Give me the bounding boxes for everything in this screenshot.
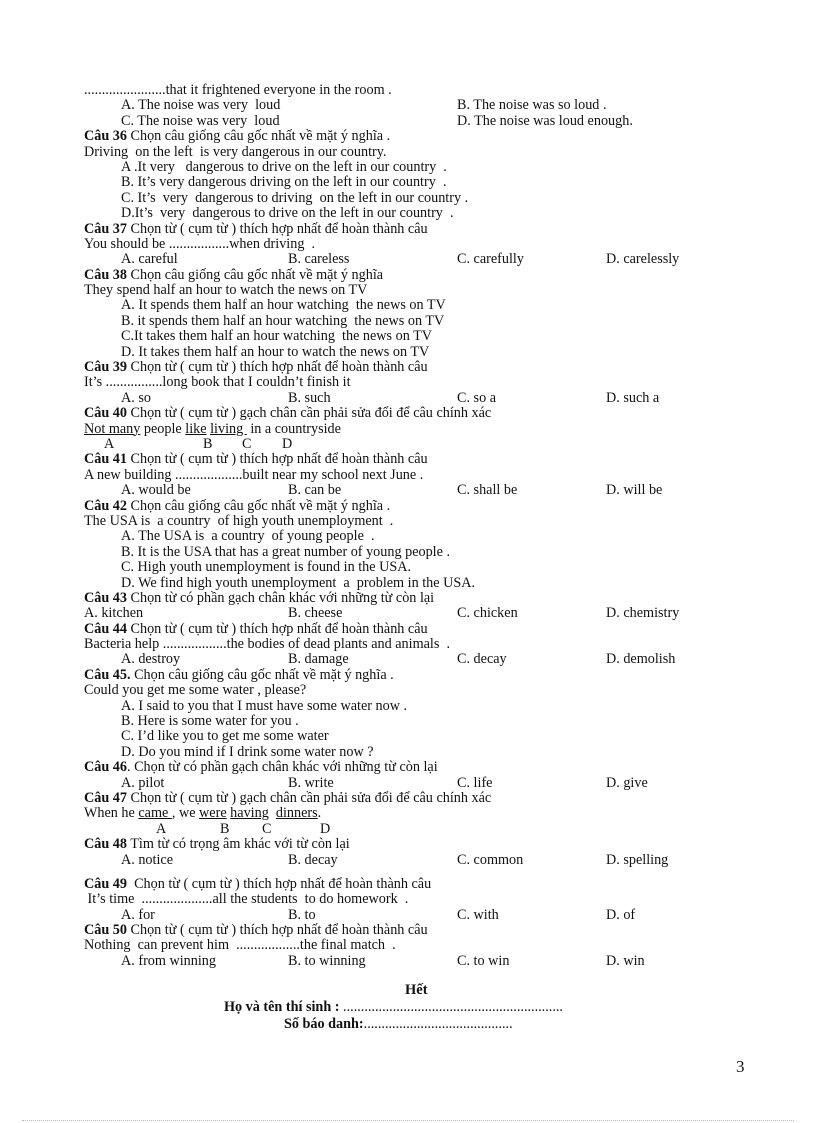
q48-header	[84, 837, 724, 852]
q38-option-b[interactable]: B. it spends them half an hour watching the news on TV	[121, 312, 445, 329]
q36-header	[84, 129, 724, 144]
q40-label: Câu 40	[84, 405, 127, 422]
q48-instruction: Tìm từ có trọng âm khác với từ còn lại	[126, 836, 350, 853]
q37-header	[84, 222, 724, 237]
q42-option-c[interactable]: C. High youth unemployment is found in the USA.	[121, 559, 412, 576]
q39-stem: It’s ................long book that I couldn’t finish it	[84, 374, 351, 391]
q37-options	[84, 252, 724, 267]
q46-options	[84, 776, 724, 791]
q44-option-a[interactable]: A. destroy	[121, 651, 181, 668]
q39-option-a[interactable]: A. so	[121, 389, 151, 406]
q47-space-2	[269, 805, 276, 821]
q36-stem: Driving on the left is very dangerous in our country.	[84, 143, 387, 160]
q40-underlined-c[interactable]: living	[210, 420, 247, 437]
q44-label: Câu 44	[84, 620, 127, 637]
q48-option-d[interactable]: D. spelling	[606, 851, 669, 868]
q39-label: Câu 39	[84, 359, 127, 376]
q41-stem: A new building ...................built near my school next June .	[84, 466, 424, 483]
q36-instruction: Chọn câu giống câu gốc nhất về mặt ý nghĩa .	[126, 128, 391, 145]
candidate-name-dots[interactable]: ..............................................................	[339, 999, 563, 1015]
q36-option-b[interactable]: B. It’s very dangerous driving on the left in our country .	[121, 174, 447, 191]
q42-option-d[interactable]: D. We find high youth unemployment a problem in the USA.	[121, 574, 476, 591]
q39-option-d[interactable]: D. such a	[606, 389, 660, 406]
q47-header	[84, 791, 724, 806]
q47-letters	[84, 822, 724, 837]
q36-option-a[interactable]: A .It very dangerous to drive on the left in our country .	[121, 158, 447, 175]
q47-letter-a: A	[156, 820, 167, 837]
q38-header	[84, 268, 724, 283]
q38-label: Câu 38	[84, 266, 127, 283]
q49-label: Câu 49	[84, 875, 127, 892]
q37-label: Câu 37	[84, 220, 127, 237]
q36-option-c[interactable]: C. It’s very dangerous to driving on the left in our country .	[121, 189, 469, 206]
q50-label: Câu 50	[84, 922, 127, 939]
q37-option-b[interactable]: B. careless	[288, 251, 350, 268]
q42-header	[84, 499, 724, 514]
q45-option-b[interactable]: B. Here is some water for you .	[121, 713, 299, 730]
q40-letter-b: B	[203, 435, 213, 452]
q47-underlined-d[interactable]: dinners	[275, 805, 318, 822]
q42-option-a[interactable]: A. The USA is a country of young people .	[121, 528, 375, 545]
q44-stem: Bacteria help ..................the bodies of dead plants and animals .	[84, 636, 451, 653]
q45-option-d[interactable]: D. Do you mind if I drink some water now ?	[121, 743, 374, 760]
q47-text: When he	[84, 805, 139, 822]
q47-letter-b: B	[220, 820, 230, 837]
q44-option-c[interactable]: C. decay	[457, 651, 507, 668]
q45-option-c[interactable]: C. I’d like you to get me some water	[121, 728, 329, 745]
q43-option-d[interactable]: D. chemistry	[606, 605, 680, 622]
q46-option-a[interactable]: A. pilot	[121, 774, 165, 791]
q40-underlined-b[interactable]: like	[185, 420, 207, 437]
q40-sentence	[84, 422, 724, 437]
q41-option-c[interactable]: C. shall be	[457, 482, 518, 499]
q35-option-a[interactable]: A. The noise was very loud	[121, 97, 281, 114]
q43-header	[84, 591, 724, 606]
q46-option-b[interactable]: B. write	[288, 774, 334, 791]
q42-label: Câu 42	[84, 497, 127, 514]
q43-instruction: Chọn từ có phần gạch chân khác với những từ còn lại	[126, 589, 435, 606]
q44-option-d[interactable]: D. demolish	[606, 651, 676, 668]
q41-instruction: Chọn từ ( cụm từ ) thích hợp nhất để hoàn thành câu	[126, 451, 428, 468]
q50-stem: Nothing can prevent him ..................the final match .	[84, 937, 396, 954]
q46-option-c[interactable]: C. life	[457, 774, 493, 791]
q48-option-b[interactable]: B. decay	[288, 851, 338, 868]
q35-option-b[interactable]: B. The noise was so loud .	[457, 97, 607, 114]
q48-option-a[interactable]: A. notice	[121, 851, 174, 868]
end-marker: Hết	[405, 982, 428, 998]
q44-options	[84, 652, 724, 667]
q44-instruction: Chọn từ ( cụm từ ) thích hợp nhất để hoàn thành câu	[126, 620, 428, 637]
q41-header	[84, 452, 724, 467]
q47-letter-d: D	[320, 820, 331, 837]
q49-option-a[interactable]: A. for	[121, 906, 155, 923]
q47-instruction: Chọn từ ( cụm từ ) gạch chân cần phải sửa đổi để câu chính xác	[126, 789, 492, 806]
candidate-number-dots[interactable]: ..........................................	[363, 1016, 513, 1032]
q42-stem: The USA is a country of high youth unemployment .	[84, 512, 394, 529]
q39-option-b[interactable]: B. such	[288, 389, 331, 406]
q47-label: Câu 47	[84, 789, 127, 806]
q47-letter-c: C	[262, 820, 272, 837]
q49-options	[84, 908, 724, 923]
q49-option-b[interactable]: B. to	[288, 906, 316, 923]
q41-label: Câu 41	[84, 451, 127, 468]
q48-option-c[interactable]: C. common	[457, 851, 524, 868]
q44-header	[84, 622, 724, 637]
page-number: 3	[736, 1057, 745, 1076]
q36-label: Câu 36	[84, 128, 127, 145]
q36-option-d[interactable]: D.It’s very dangerous to drive on the left in our country .	[121, 205, 454, 222]
q41-option-d[interactable]: D. will be	[606, 482, 663, 499]
q47-text-2: , we	[171, 805, 200, 822]
q35-option-c[interactable]: C. The noise was very loud	[121, 112, 280, 129]
q47-period: .	[317, 805, 322, 822]
q46-label: Câu 46	[84, 759, 127, 776]
q47-underlined-a[interactable]: came	[138, 805, 172, 822]
q40-text-end: in a countryside	[246, 420, 341, 437]
q50-instruction: Chọn từ ( cụm từ ) thích hợp nhất để hoàn thành câu	[126, 922, 428, 939]
q38-option-d[interactable]: D. It takes them half an hour to watch the news on TV	[121, 343, 430, 360]
q49-option-d[interactable]: D. of	[606, 906, 636, 923]
page-bottom-divider	[22, 1120, 794, 1121]
q45-instruction: Chọn câu giống câu gốc nhất về mặt ý nghĩa .	[130, 666, 394, 683]
q35-option-d[interactable]: D. The noise was loud enough.	[457, 112, 633, 129]
q37-stem: You should be .................when driving .	[84, 235, 316, 252]
q40-letter-c: C	[242, 435, 252, 452]
q43-label: Câu 43	[84, 589, 127, 606]
q45-option-a[interactable]: A. I said to you that I must have some water now .	[121, 697, 408, 714]
q46-instruction: . Chọn từ có phần gạch chân khác với những từ còn lại	[126, 759, 438, 776]
q40-letter-a: A	[104, 435, 115, 452]
q41-options	[84, 483, 724, 498]
q47-underlined-b[interactable]: were	[199, 805, 227, 822]
q41-option-a[interactable]: A. would be	[121, 482, 191, 499]
q39-instruction: Chọn từ ( cụm từ ) thích hợp nhất để hoàn thành câu	[126, 359, 428, 376]
q40-header	[84, 406, 724, 421]
q44-option-b[interactable]: B. damage	[288, 651, 349, 668]
q45-stem: Could you get me some water , please?	[84, 682, 307, 699]
q50-header	[84, 923, 724, 938]
q47-underlined-c[interactable]: having	[230, 805, 269, 822]
q39-option-c[interactable]: C. so a	[457, 389, 497, 406]
q49-option-c[interactable]: C. with	[457, 906, 499, 923]
q40-underlined-a[interactable]: Not many	[84, 420, 141, 437]
candidate-number-line	[284, 1016, 513, 1033]
q39-options	[84, 391, 724, 406]
q49-header	[84, 877, 724, 892]
q38-instruction: Chọn câu giống câu gốc nhất về mặt ý nghĩa	[126, 266, 384, 283]
candidate-number-label: Số báo danh:	[284, 1016, 364, 1032]
q40-letter-d: D	[282, 435, 293, 452]
q46-option-d[interactable]: D. give	[606, 774, 648, 791]
q45-header	[84, 668, 724, 683]
q50-option-d[interactable]: D. win	[606, 952, 645, 969]
q35-options-row1	[84, 98, 724, 113]
q50-option-a[interactable]: A. from winning	[121, 952, 216, 969]
q38-option-c[interactable]: C.It takes them half an hour watching the news on TV	[121, 328, 433, 345]
q50-option-b[interactable]: B. to winning	[288, 952, 366, 969]
q40-instruction: Chọn từ ( cụm từ ) gạch chân cần phải sửa đổi để câu chính xác	[126, 405, 492, 422]
q48-label: Câu 48	[84, 836, 127, 853]
q42-option-b[interactable]: B. It is the USA that has a great number of young people .	[121, 543, 451, 560]
q40-text: people	[140, 420, 186, 437]
q43-option-c[interactable]: C. chicken	[457, 605, 518, 622]
q40-letters	[84, 437, 724, 452]
q35-stem: .......................that it frightened everyone in the room .	[84, 82, 392, 98]
q43-option-a[interactable]: A. kitchen	[84, 605, 144, 622]
q37-option-d[interactable]: D. carelessly	[606, 251, 680, 268]
q35-options-row2	[84, 114, 724, 129]
q50-option-c[interactable]: C. to win	[457, 952, 510, 969]
q48-options	[84, 853, 724, 868]
candidate-name-label: Họ và tên thí sinh :	[224, 999, 340, 1015]
q47-sentence	[84, 806, 724, 821]
q41-option-b[interactable]: B. can be	[288, 482, 342, 499]
q42-instruction: Chọn câu giống câu gốc nhất về mặt ý nghĩa .	[126, 497, 391, 514]
q37-option-c[interactable]: C. carefully	[457, 251, 524, 268]
exam-page-content	[84, 83, 724, 969]
q38-stem: They spend half an hour to watch the news on TV	[84, 282, 368, 299]
q45-label: Câu 45.	[84, 666, 131, 683]
q46-header	[84, 760, 724, 775]
q37-instruction: Chọn từ ( cụm từ ) thích hợp nhất để hoàn thành câu	[126, 220, 428, 237]
q43-option-b[interactable]: B. cheese	[288, 605, 343, 622]
q43-options	[84, 606, 724, 621]
q39-header	[84, 360, 724, 375]
q49-instruction: Chọn từ ( cụm từ ) thích hợp nhất để hoàn thành câu	[126, 875, 432, 892]
q38-option-a[interactable]: A. It spends them half an hour watching the news on TV	[121, 297, 446, 314]
q37-option-a[interactable]: A. careful	[121, 251, 178, 268]
q50-options	[84, 954, 724, 969]
candidate-name-line	[224, 999, 563, 1016]
q49-stem: It’s time ....................all the students to do homework .	[84, 891, 409, 908]
